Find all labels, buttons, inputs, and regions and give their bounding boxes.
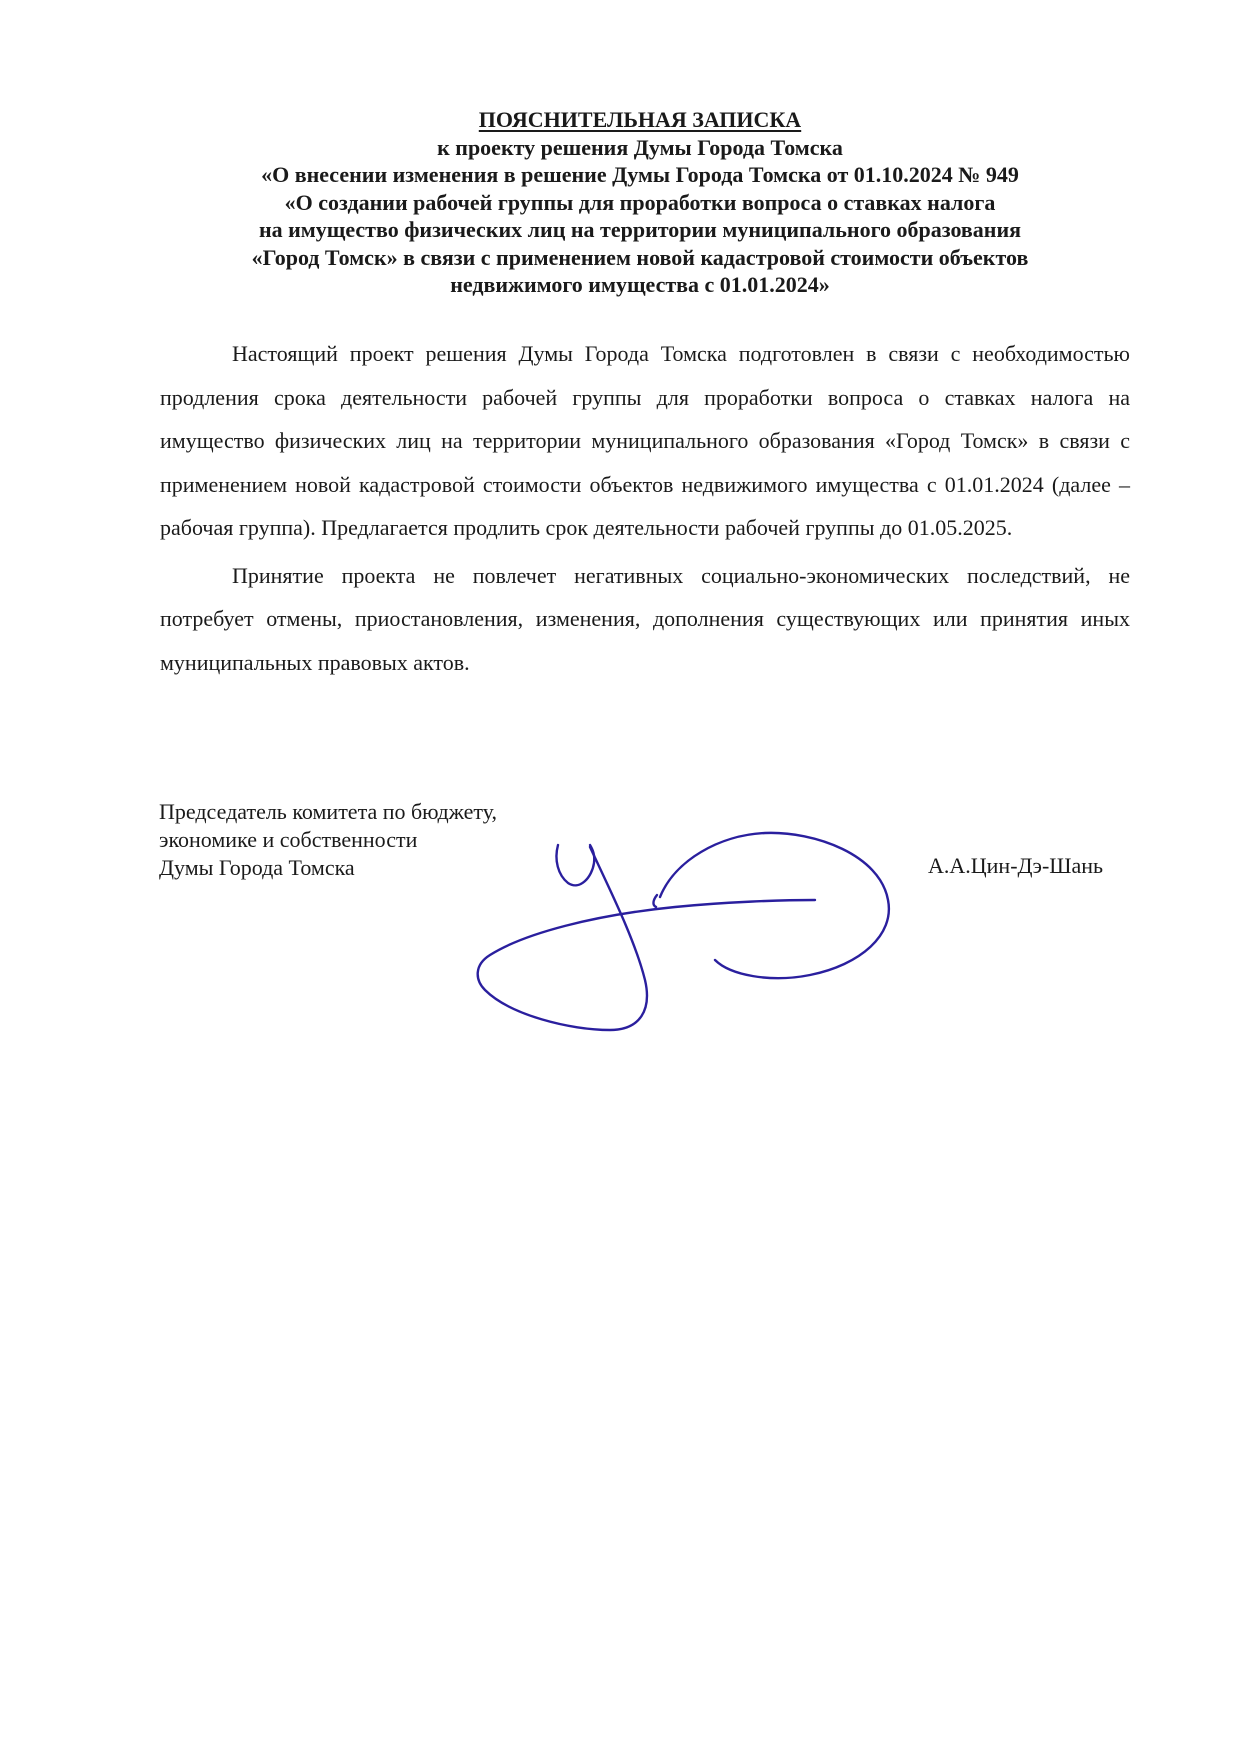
body-paragraph: Настоящий проект решения Думы Города Томска подготовлен в связи с необходимостью продления срока деятельности рабочей группы для проработки вопроса о ставках налога на имущество физических лиц на территории муниципального образования «Город Томск» в связи с применением новой кадастровой стоимости объектов недвижимого имущества с 01.01.2024 (далее – рабочая группа). Предлагается продлить срок деятельности рабочей группы до 01.05.2025.: [160, 341, 1130, 540]
body-paragraph: Принятие проекта не повлечет негативных социально-экономических последствий, не потребует отмены, приостановления, изменения, дополнения существующих или принятия иных муниципальных правовых актов.: [160, 562, 1130, 675]
signer-name: А.А.Цин-Дэ-Шань: [928, 853, 1104, 878]
header-line: «Город Томск» в связи с применением новой кадастровой стоимости объектов: [251, 244, 1029, 270]
header-line: «О создании рабочей группы для проработки вопроса о ставках налога: [284, 189, 996, 215]
document-header: [150, 106, 1130, 299]
signer-position-line: Председатель комитета по бюджету,: [159, 799, 497, 824]
header-line: «О внесении изменения в решение Думы Города Томска от 01.10.2024 № 949: [261, 162, 1019, 187]
document-body: [160, 332, 1130, 684]
signer-position: [159, 798, 497, 882]
document-title: ПОЯСНИТЕЛЬНАЯ ЗАПИСКА: [478, 107, 802, 132]
header-line: на имущество физических лиц на территории муниципального образования: [258, 217, 1022, 242]
signer-position-line: экономике и собственности: [159, 827, 418, 852]
signer-position-line: Думы Города Томска: [159, 855, 355, 880]
handwritten-signature: [470, 815, 900, 1045]
header-line: недвижимого имущества с 01.01.2024»: [450, 272, 830, 297]
header-line: к проекту решения Думы Города Томска: [437, 134, 843, 160]
